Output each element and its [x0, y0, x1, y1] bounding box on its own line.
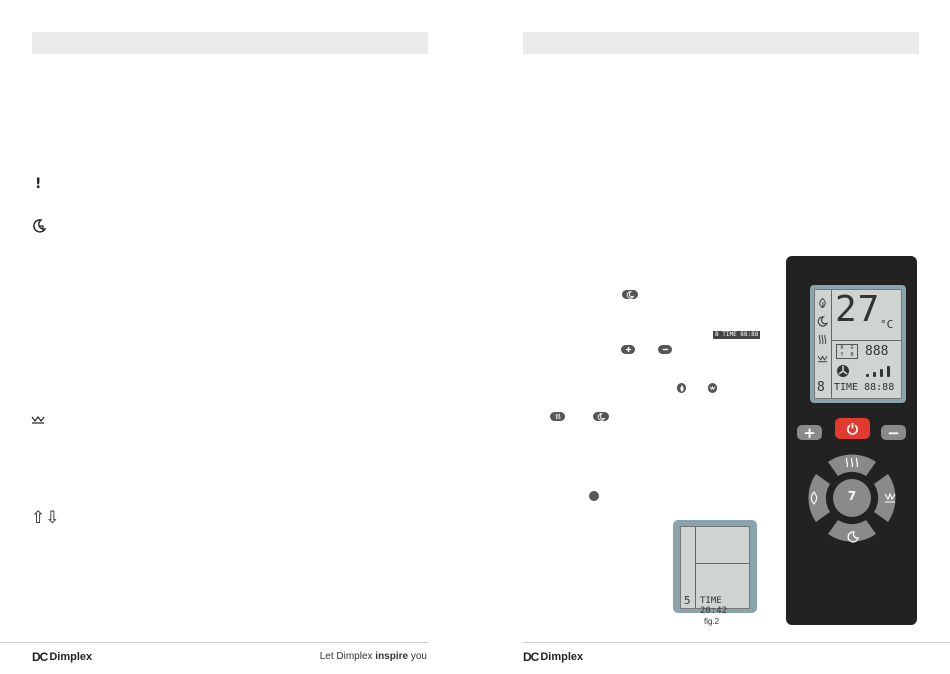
logo-text: Dimplex: [49, 651, 93, 663]
up-arrow-icon: ⇧: [31, 508, 46, 528]
plus-button[interactable]: +: [797, 425, 822, 440]
lcd-small-digits: 888: [865, 344, 889, 359]
fig2-lcd: [673, 520, 757, 616]
lcd-time-label: TIME: [834, 382, 859, 393]
inline-time-text: TIME 88:88: [722, 331, 759, 338]
fig2-vertical-divider: [695, 527, 696, 608]
moon-button-icon: [622, 290, 638, 299]
warning-icon: !: [35, 176, 42, 192]
fan-icon: [836, 364, 850, 383]
down-arrow-icon: ⇩: [45, 508, 60, 528]
moon-icon: [31, 218, 47, 239]
logo-mark-right: DC: [523, 650, 539, 664]
moon-icon-lcd: [817, 314, 828, 332]
center-button-icon: [589, 491, 599, 501]
plus-button-icon: [621, 345, 635, 354]
lcd-temperature: 27: [835, 289, 881, 330]
fig2-screen: [680, 526, 750, 616]
up-down-arrows-icon: [31, 508, 60, 528]
moon-ring-button[interactable]: [828, 520, 876, 542]
crown-button-icon: [708, 383, 717, 393]
heat-button-icon: [550, 412, 565, 421]
lcd-color-grid: [836, 344, 858, 359]
right-footer-rule: [523, 642, 950, 643]
right-header-bar: [523, 32, 919, 54]
signal-bars-icon: [865, 364, 897, 383]
logo-mark: DC: [32, 650, 48, 664]
lcd-screen: [814, 289, 902, 399]
moon-button-icon-2: [593, 412, 609, 421]
lcd-time: [834, 382, 894, 393]
fig2-time-label: TIME: [700, 596, 722, 606]
grid-b: B: [850, 351, 854, 358]
power-button[interactable]: [835, 418, 870, 439]
right-footer-logo: [523, 650, 583, 664]
grid-r: R: [840, 345, 844, 351]
fig2-horizontal-divider: [695, 563, 750, 564]
lcd-divider: [831, 340, 901, 341]
fig2-caption: fig.2: [704, 617, 720, 626]
tagline-prefix: Let Dimplex: [319, 651, 376, 662]
center-button-label: 7: [847, 489, 857, 503]
heat-waves-icon: [817, 332, 828, 350]
crown-icon: [31, 412, 45, 430]
fig2-time: [700, 596, 749, 616]
lcd-time-value: 88:88: [864, 382, 895, 393]
tagline-suffix: you: [408, 651, 427, 662]
tagline-bold: inspire: [375, 651, 409, 662]
lcd-vertical-divider: [831, 290, 832, 398]
fig2-program-digit: 5: [684, 594, 691, 607]
flame-icon: [817, 296, 828, 314]
crown-icon-lcd: [817, 350, 828, 368]
power-icon: [846, 422, 859, 435]
grid-g: G: [850, 345, 854, 351]
remote-lcd: [810, 285, 906, 403]
minus-button-icon: [658, 345, 672, 354]
left-header-bar: [32, 32, 428, 54]
logo-text-right: Dimplex: [540, 651, 584, 663]
footer-tagline: [320, 651, 427, 662]
minus-button[interactable]: −: [881, 425, 906, 440]
left-footer-logo: [32, 650, 92, 664]
grid-y: Y: [840, 351, 844, 358]
left-footer-rule: [0, 642, 428, 643]
flame-button-icon: [677, 383, 686, 393]
lcd-unit: °C: [880, 318, 894, 331]
fig2-time-value: 20:42: [700, 606, 728, 616]
lcd-program-digit: 8: [817, 380, 825, 395]
remote-control: [786, 256, 917, 625]
inline-time-badge: [713, 331, 760, 339]
inline-time-prefix: 8: [715, 331, 719, 338]
